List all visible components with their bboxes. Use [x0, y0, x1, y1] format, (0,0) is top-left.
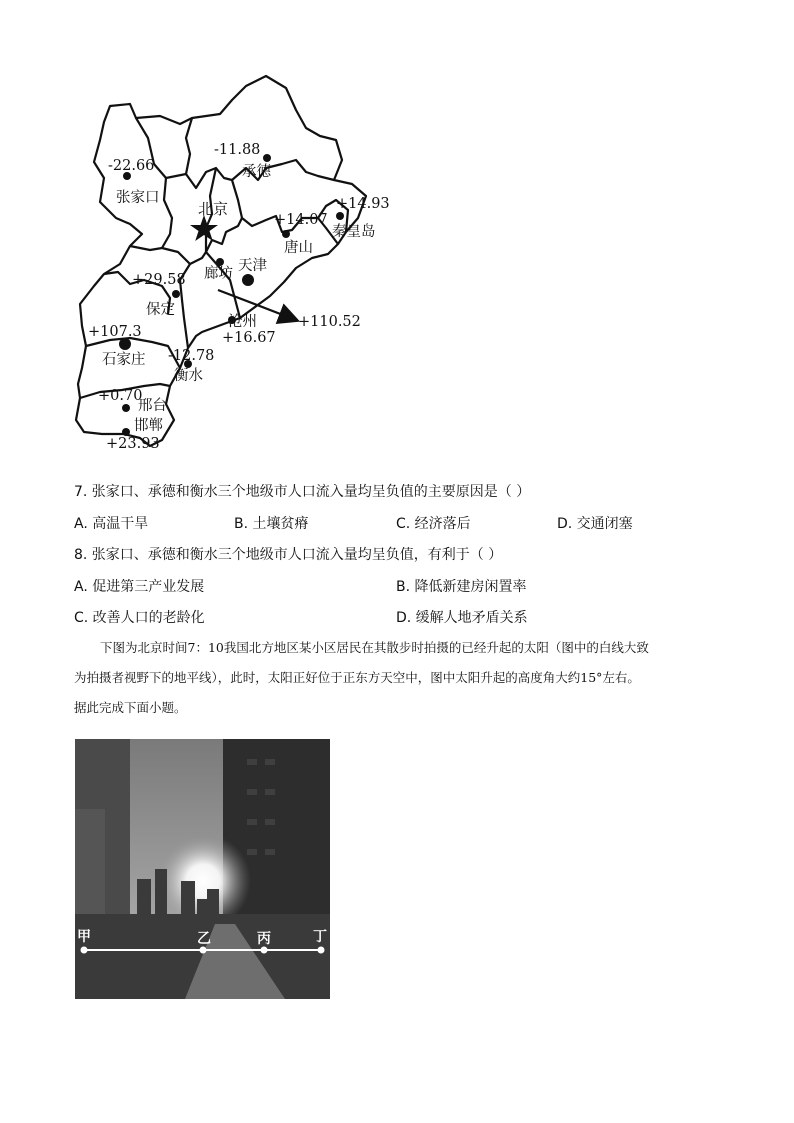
city-label-beijing: 北京: [198, 200, 229, 218]
name-cangzhou: 沧州: [228, 314, 257, 330]
name-xingtai: 邢台: [138, 398, 167, 414]
passage-line-1: 下图为北京时间7：10我国北方地区某小区居民在其散步时拍摄的已经升起的太阳（图中的白线大致: [100, 640, 649, 655]
value-shijiazhuang: +107.3: [88, 324, 142, 340]
question-8-option-d[interactable]: D. 缓解人地矛盾关系: [396, 610, 528, 626]
passage-line-3: 据此完成下面小题。: [74, 700, 187, 715]
label-yi: 乙: [197, 931, 211, 947]
city-dot-qinhuangdao: [336, 212, 344, 220]
value-tangshan: +14.07: [274, 212, 328, 228]
name-baoding: 保定: [146, 302, 175, 318]
point-ding: [318, 947, 325, 954]
value-hengshui: -12.78: [168, 348, 215, 364]
question-7-stem: 7. 张家口、承德和衡水三个地级市人口流入量均呈负值的主要原因是（ ）: [74, 484, 531, 500]
name-langfang: 廊坊: [204, 266, 233, 282]
value-xingtai: +0.70: [98, 388, 143, 404]
value-chengde: -11.88: [214, 142, 261, 158]
value-zhangjiakou: -22.66: [108, 158, 155, 174]
value-handan: +23.93: [106, 436, 160, 452]
city-dot-xingtai: [122, 404, 130, 412]
question-8-stem: 8. 张家口、承德和衡水三个地级市人口流入量均呈负值，有利于（ ）: [74, 547, 503, 563]
passage-line-2: 为拍摄者视野下的地平线），此时，太阳正好位于正东方天空中，图中太阳升起的高度角大约15°左右。: [74, 670, 640, 685]
city-dot-langfang: [216, 258, 224, 266]
name-zhangjiakou: 张家口: [116, 190, 160, 206]
city-dot-tangshan: [282, 230, 290, 238]
name-shijiazhuang: 石家庄: [102, 352, 146, 368]
point-yi: [200, 947, 207, 954]
point-bing: [261, 947, 268, 954]
question-8-option-a[interactable]: A. 促进第三产业发展: [74, 579, 205, 595]
name-qinhuangdao: 秦皇岛: [332, 224, 376, 240]
city-dot-tianjin: [242, 274, 254, 286]
question-7-option-d[interactable]: D. 交通闭塞: [557, 516, 633, 532]
point-jia: [81, 947, 88, 954]
name-tianjin: 天津: [238, 258, 267, 274]
label-ding: 丁: [313, 929, 327, 945]
question-8-option-c[interactable]: C. 改善人口的老龄化: [74, 610, 205, 626]
value-baoding: +29.58: [132, 272, 186, 288]
name-handan: 邯郸: [134, 418, 163, 434]
value-langfang: +110.52: [298, 314, 361, 330]
question-7-option-a[interactable]: A. 高温干旱: [74, 516, 149, 532]
city-dot-baoding: [172, 290, 180, 298]
city-dot-chengde: [263, 154, 271, 162]
label-jia: 甲: [77, 929, 91, 945]
passage: [74, 633, 724, 723]
city-dot-handan: [122, 428, 130, 436]
value-qinhuangdao: +14.93: [336, 196, 390, 212]
value-cangzhou: +16.67: [222, 330, 276, 346]
question-7-option-b[interactable]: B. 土壤贫瘠: [234, 516, 309, 532]
name-hengshui: 衡水: [174, 368, 203, 384]
label-bing: 丙: [257, 931, 271, 947]
hebei-population-flow-map: [70, 68, 390, 468]
sunrise-photo: [75, 739, 330, 999]
name-chengde: 承德: [242, 164, 271, 180]
name-tangshan: 唐山: [284, 240, 313, 256]
beijing-star-icon: [190, 215, 218, 241]
question-7-option-c[interactable]: C. 经济落后: [396, 516, 471, 532]
question-8-option-b[interactable]: B. 降低新建房闲置率: [396, 579, 527, 595]
